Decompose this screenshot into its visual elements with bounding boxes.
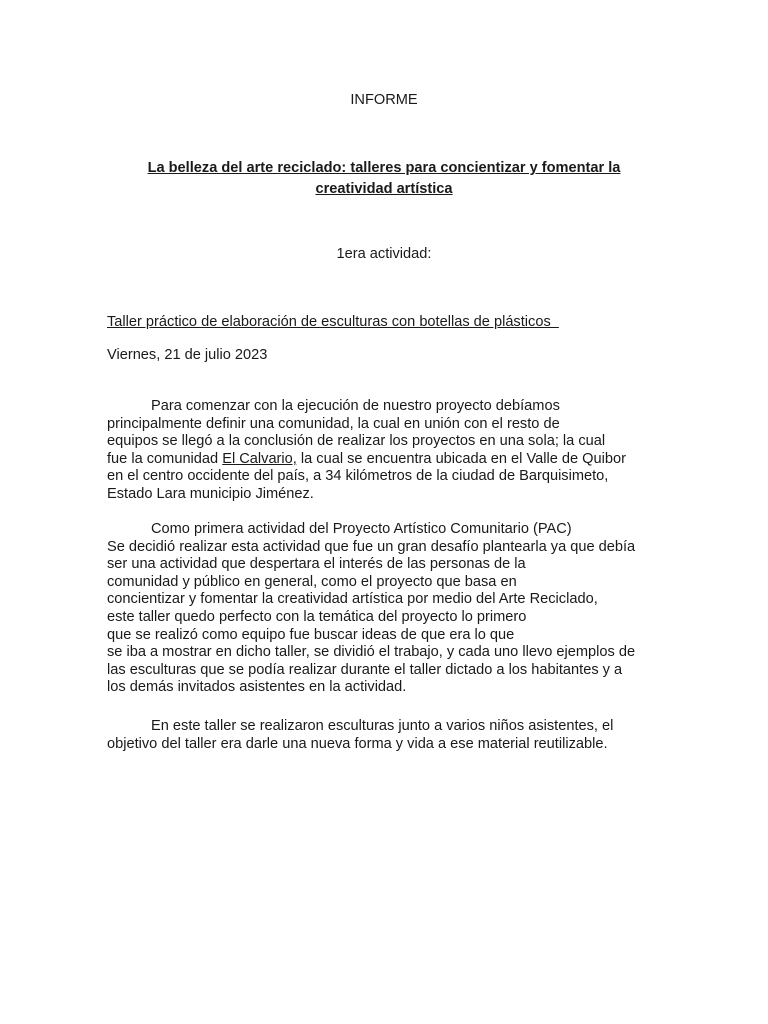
paragraph-1-line-4-end: la cual se encuentra ubicada en el Valle de Quibor bbox=[296, 450, 626, 467]
title-line-2: creatividad artística bbox=[315, 181, 453, 197]
title-line-1: La belleza del arte reciclado: talleres para concientizar y fomentar la bbox=[147, 160, 621, 176]
workshop-title: Taller práctico de elaboración de esculturas con botellas de plásticos bbox=[107, 314, 559, 330]
paragraph-2-line-3: ser una actividad que despertara el interés de las personas de la bbox=[107, 556, 526, 573]
paragraph-2-line-4: comunidad y público en general, como el proyecto que basa en bbox=[107, 573, 517, 590]
paragraph-1-line-4-start: fue la comunidad bbox=[107, 450, 223, 467]
document-title bbox=[0, 158, 768, 200]
paragraph-2-line-1: Como primera actividad del Proyecto Artístico Comunitario (PAC) bbox=[151, 521, 572, 537]
paragraph-1-line-3: equipos se llegó a la conclusión de realizar los proyectos en una sola; la cual bbox=[107, 433, 606, 450]
community-link[interactable]: El Calvario, bbox=[222, 450, 297, 467]
paragraph-1-line-5: en el centro occidente del país, a 34 kilómetros de la ciudad de Barquisimeto, bbox=[107, 468, 609, 485]
paragraph-2-line-5: concientizar y fomentar la creatividad artística por medio del Arte Reciclado, bbox=[107, 591, 598, 608]
paragraph-1-line-4 bbox=[107, 451, 707, 469]
paragraph-3-line-2: objetivo del taller era darle una nueva forma y vida a ese material reutilizable. bbox=[107, 735, 608, 752]
document-date: Viernes, 21 de julio 2023 bbox=[107, 347, 268, 363]
paragraph-1-line-1: Para comenzar con la ejecución de nuestro proyecto debíamos bbox=[151, 398, 560, 414]
paragraph-1-line-6: Estado Lara municipio Jiménez. bbox=[107, 485, 314, 502]
activity-label: 1era actividad: bbox=[336, 246, 432, 262]
paragraph-3 bbox=[107, 718, 707, 753]
paragraph-3-line-1: En este taller se realizaron esculturas junto a varios niños asistentes, el bbox=[151, 718, 614, 734]
paragraph-2-line-8: se iba a mostrar en dicho taller, se dividió el trabajo, y cada uno llevo ejemplos de bbox=[107, 644, 636, 661]
paragraph-2-line-6: este taller quedo perfecto con la temática del proyecto lo primero bbox=[107, 608, 527, 625]
paragraph-2-line-7: que se realizó como equipo fue buscar ideas de que era lo que bbox=[107, 626, 515, 643]
paragraph-2 bbox=[107, 521, 707, 697]
paragraph-1 bbox=[107, 398, 707, 504]
paragraph-2-line-10: los demás invitados asistentes en la actividad. bbox=[107, 679, 407, 696]
paragraph-2-line-2: Se decidió realizar esta actividad que fue un gran desafío plantearla ya que debía bbox=[107, 538, 636, 555]
document-heading: INFORME bbox=[350, 92, 418, 108]
paragraph-2-line-9: las esculturas que se podía realizar durante el taller dictado a los habitantes y a bbox=[107, 661, 623, 678]
paragraph-1-line-2: principalmente definir una comunidad, la cual en unión con el resto de bbox=[107, 415, 560, 432]
